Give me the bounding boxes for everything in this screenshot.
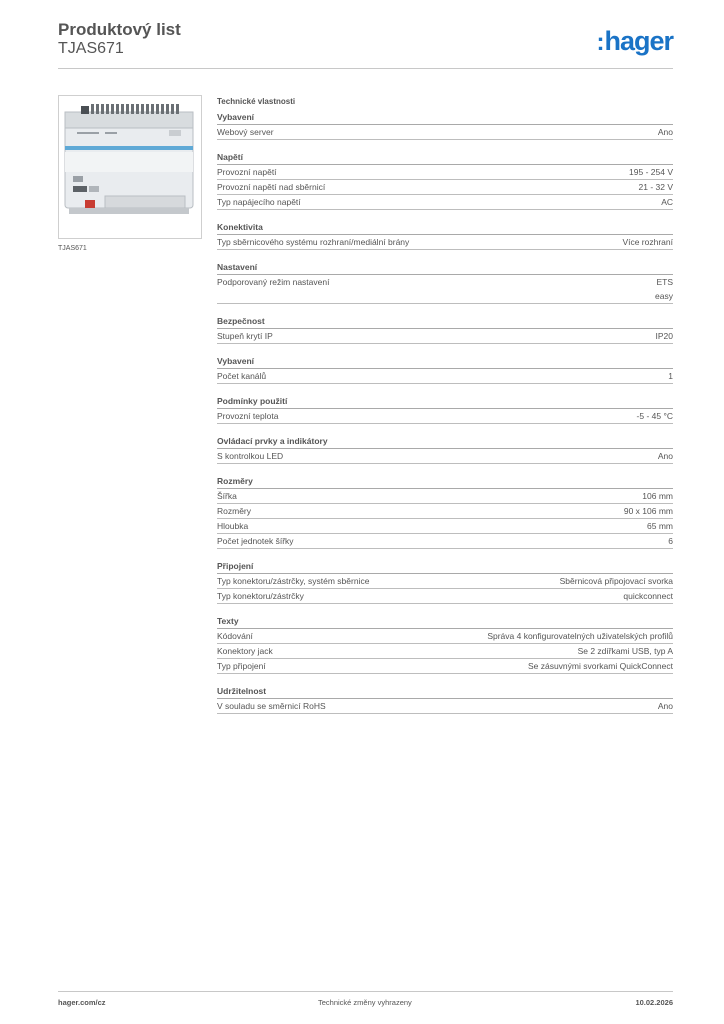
product-code: TJAS671: [58, 40, 124, 57]
spec-value: 195 - 254 V: [629, 167, 673, 177]
spec-row: [217, 504, 673, 519]
spec-row: [217, 644, 673, 659]
spec-row: [217, 659, 673, 674]
technical-specifications: [217, 96, 673, 714]
spec-value: AC: [661, 197, 673, 207]
spec-section: [217, 152, 673, 210]
footer-divider: [58, 991, 673, 992]
spec-label: Počet kanálů: [217, 371, 267, 381]
spec-section-heading: Udržitelnost: [217, 686, 673, 699]
spec-value: Ano: [657, 701, 673, 711]
spec-value: Správa 4 konfigurovatelných uživatelských profilů: [487, 631, 673, 641]
spec-value: 106 mm: [642, 491, 673, 501]
spec-row: [217, 275, 673, 304]
spec-section: [217, 316, 673, 344]
spec-value: -5 - 45 °C: [636, 411, 673, 421]
spec-row: [217, 489, 673, 504]
spec-label: Stupeň krytí IP: [217, 331, 273, 341]
footer-website: hager.com/cz: [58, 998, 106, 1007]
spec-section-heading: Připojení: [217, 561, 673, 574]
spec-section-heading: Vybavení: [217, 112, 673, 125]
spec-row: [217, 629, 673, 644]
hager-logo: :hager: [596, 26, 673, 56]
spec-label: Typ napájecího napětí: [217, 197, 301, 207]
spec-row: [217, 574, 673, 589]
logo-text: hager: [604, 26, 673, 56]
spec-section-heading: Konektivita: [217, 222, 673, 235]
spec-section: [217, 476, 673, 549]
page-title: Produktový list: [58, 20, 181, 39]
spec-label: Typ konektoru/zástrčky: [217, 591, 304, 601]
spec-label: S kontrolkou LED: [217, 451, 284, 461]
spec-row: [217, 195, 673, 210]
spec-row: [217, 369, 673, 384]
spec-section: [217, 616, 673, 674]
spec-label: Typ sběrnicového systému rozhraní/mediální brány: [217, 237, 410, 247]
spec-section-heading: Nastavení: [217, 262, 673, 275]
spec-row: [217, 235, 673, 250]
spec-row: [217, 449, 673, 464]
spec-value: quickconnect: [623, 591, 673, 601]
spec-value: 21 - 32 V: [638, 182, 673, 192]
spec-value: 65 mm: [647, 521, 673, 531]
spec-row: [217, 125, 673, 140]
spec-row: [217, 329, 673, 344]
product-image-caption: TJAS671: [58, 245, 87, 252]
spec-section-heading: Podmínky použití: [217, 396, 673, 409]
specifications-title: Technické vlastnosti: [217, 97, 296, 106]
spec-label: Hloubka: [217, 521, 249, 531]
spec-sections: [217, 112, 673, 714]
spec-section: [217, 686, 673, 714]
spec-row: [217, 534, 673, 549]
product-image: [58, 95, 202, 239]
footer-date: 10.02.2026: [635, 998, 673, 1007]
spec-label: Provozní teplota: [217, 411, 279, 421]
spec-label: Typ připojení: [217, 661, 266, 671]
header-divider: [58, 68, 673, 69]
spec-label: Šířka: [217, 491, 237, 501]
spec-row: [217, 180, 673, 195]
spec-section-heading: Ovládací prvky a indikátory: [217, 436, 673, 449]
spec-section-heading: Bezpečnost: [217, 316, 673, 329]
spec-row: [217, 589, 673, 604]
spec-section: [217, 262, 673, 304]
spec-value: IP20: [655, 331, 673, 341]
spec-label: Podporovaný režim nastavení: [217, 277, 330, 287]
spec-label: V souladu se směrnicí RoHS: [217, 701, 326, 711]
spec-value: Ano: [657, 127, 673, 137]
spec-label: Rozměry: [217, 506, 252, 516]
spec-section-heading: Rozměry: [217, 476, 673, 489]
footer-note: Technické změny vyhrazeny: [318, 998, 412, 1007]
spec-value: 6: [668, 536, 673, 546]
spec-value: Sběrnicová připojovací svorka: [559, 576, 673, 586]
spec-section: [217, 112, 673, 140]
spec-section: [217, 561, 673, 604]
spec-value: 1: [668, 371, 673, 381]
spec-value: 90 x 106 mm: [623, 506, 673, 516]
spec-section-heading: Vybavení: [217, 356, 673, 369]
spec-value: Ano: [657, 451, 673, 461]
spec-section-heading: Texty: [217, 616, 673, 629]
spec-section: [217, 356, 673, 384]
spec-row: [217, 519, 673, 534]
spec-value: Více rozhraní: [622, 237, 673, 247]
spec-label: Kódování: [217, 631, 253, 641]
spec-label: Konektory jack: [217, 646, 273, 656]
spec-section: [217, 396, 673, 424]
spec-row: [217, 409, 673, 424]
document-header: [58, 20, 181, 58]
spec-section: [217, 436, 673, 464]
spec-label: Webový server: [217, 127, 274, 137]
spec-value: Se zásuvnými svorkami QuickConnect: [527, 661, 673, 671]
spec-label: Počet jednotek šířky: [217, 536, 294, 546]
spec-section-heading: Napětí: [217, 152, 673, 165]
spec-value: ETS easy: [655, 277, 673, 301]
spec-label: Provozní napětí: [217, 167, 277, 177]
spec-row: [217, 165, 673, 180]
spec-section: [217, 222, 673, 250]
spec-label: Provozní napětí nad sběrnicí: [217, 182, 326, 192]
spec-row: [217, 699, 673, 714]
spec-label: Typ konektoru/zástrčky, systém sběrnice: [217, 576, 370, 586]
product-illustration: [59, 96, 201, 238]
spec-value: Se 2 zdířkami USB, typ A: [577, 646, 673, 656]
